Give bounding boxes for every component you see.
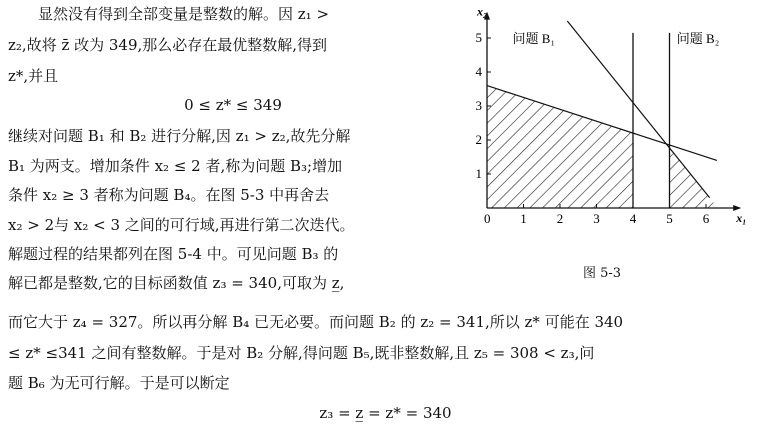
y-tick-label-3: 3 (475, 98, 482, 113)
y-tick-label-4: 4 (475, 64, 482, 79)
equation-final: z₃ = z̲ = z* = 340 (319, 404, 452, 422)
para2-line2: B₁ 为两支。增加条件 x₂ ≤ 2 者,称为问题 B₃;增加 (8, 157, 343, 175)
para2-line6: 解已都是整数,它的目标函数值 z₃ = 340,可取为 z̲, (8, 274, 345, 292)
x-tick-label-3: 3 (593, 211, 600, 226)
x-tick-label-5: 5 (666, 211, 673, 226)
figure-5-3 (470, 0, 760, 245)
region-label-b1: 问题 B₁ (512, 31, 556, 47)
para2-line3: 条件 x₂ ≥ 3 者称为问题 B₄。在图 5-3 中再舍去 (8, 186, 330, 204)
para3-line3: 题 B₆ 为无可行解。于是可以断定 (8, 374, 230, 392)
para2-line5: 解题过程的结果都列在图 5-4 中。可见问题 B₃ 的 (8, 245, 339, 263)
hatched-region-b3 (487, 86, 633, 208)
hatched-region-b3-shape (487, 86, 633, 208)
y-axis-label: x₂ (477, 4, 488, 19)
para1-line3: z*,并且 (8, 67, 59, 85)
y-tick-label-2: 2 (475, 132, 482, 147)
para2-line1: 继续对问题 B₁ 和 B₂ 进行分解,因 z₁ > z₂,故先分解 (8, 127, 351, 145)
para3-line1: 而它大于 z₄ = 327。所以再分解 B₄ 已无必要。而问题 B₂ 的 z₂ = 341,所以 z* 可能在 340 (8, 313, 624, 331)
origin-label: 0 (484, 211, 491, 226)
y-tick-label-1: 1 (475, 166, 482, 181)
equation-bounds: 0 ≤ z* ≤ 349 (184, 96, 282, 114)
y-tick-label-5: 5 (475, 30, 482, 45)
para1-line1: 显然没有得到全部变量是整数的解。因 z₁ > (38, 5, 330, 23)
x-axis-label: x₁ (736, 211, 747, 225)
x-tick-label-1: 1 (520, 211, 527, 226)
para1-line2: z₂,故将 z̄ 改为 349,那么必存在最优整数解,得到 (8, 36, 328, 54)
x-tick-label-2: 2 (556, 211, 564, 226)
region-label-b2: 问题 B₂ (676, 31, 720, 47)
para2-line4: x₂ > 2与 x₂ < 3 之间的可行域,再进行第二次迭代。 (8, 216, 355, 234)
para3-line2: ≤ z* ≤341 之间有整数解。于是对 B₂ 分解,得问题 B₅,既非整数解,且 z₅ = 308 < z₃,问 (8, 344, 595, 362)
x-tick-label-4: 4 (629, 211, 637, 226)
branch-lines (633, 33, 670, 208)
figure-caption: 图 5-3 (583, 266, 622, 281)
x-tick-label-6: 6 (702, 211, 710, 226)
